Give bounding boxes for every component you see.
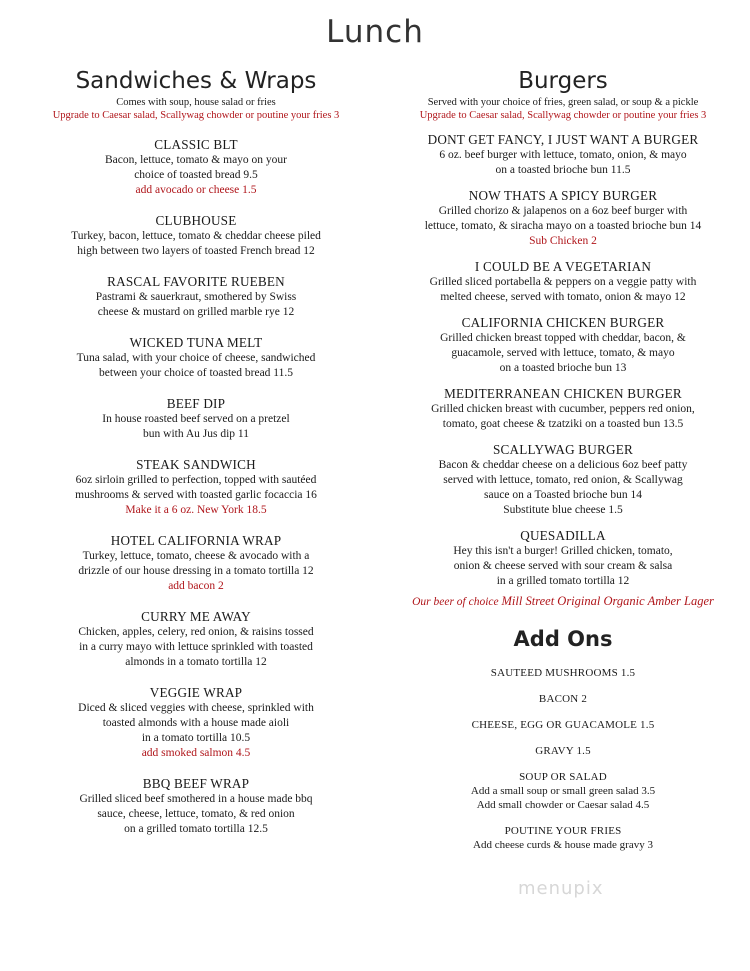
menu-item-description: In house roasted beef served on a pretzel	[102, 413, 290, 425]
menu-item	[386, 718, 740, 732]
menu-item	[386, 770, 740, 812]
menu-item-addon-option: add avocado or cheese 1.5	[135, 184, 257, 196]
menu-item-description: on a grilled tomato tortilla 12.5	[124, 823, 268, 835]
menu-item-name: HOTEL CALIFORNIA WRAP	[110, 533, 282, 548]
section-upgrade-note: Upgrade to Caesar salad, Scallywag chowder or poutine your fries 3	[419, 110, 707, 121]
menu-item-description: in a tomato tortilla 10.5	[141, 732, 251, 744]
menu-item-name: I COULD BE A VEGETARIAN	[474, 259, 652, 274]
menu-item	[386, 442, 740, 518]
menu-item	[386, 315, 740, 376]
addons-list	[386, 666, 740, 852]
menu-item	[16, 457, 376, 518]
menu-item-description: between your choice of toasted bread 11.5	[98, 367, 294, 379]
menu-item	[386, 386, 740, 432]
menu-item	[16, 609, 376, 670]
menu-item-description: Grilled sliced portabella & peppers on a veggie patty with	[429, 276, 697, 288]
menu-item-name: GRAVY 1.5	[535, 745, 591, 757]
beer-prefix: Our beer of choice	[412, 596, 499, 608]
menu-item-description: mushrooms & served with toasted garlic focaccia 16	[75, 489, 317, 501]
menu-item-name: POUTINE YOUR FRIES	[504, 825, 622, 837]
menu-item	[386, 824, 740, 852]
menu-item	[16, 685, 376, 761]
menu-item-description: Grilled chorizo & jalapenos on a 6oz beef burger with	[438, 205, 688, 217]
section-title-burgers: Burgers	[518, 68, 608, 94]
menu-item	[16, 213, 376, 259]
menu-item	[16, 137, 376, 198]
section-upgrade-note: Upgrade to Caesar salad, Scallywag chowder or poutine your fries 3	[52, 110, 340, 121]
menu-item-description: sauce on a Toasted brioche bun 14	[483, 489, 643, 501]
section-subtitle: Served with your choice of fries, green salad, or soup & a pickle	[427, 97, 699, 108]
menu-item-description: in a curry mayo with lettuce sprinkled with toasted	[79, 641, 313, 653]
menu-item-description: Turkey, lettuce, tomato, cheese & avocado with a	[82, 550, 310, 562]
menu-item-name: SOUP OR SALAD	[519, 771, 607, 783]
menu-item-name: DONT GET FANCY, I JUST WANT A BURGER	[427, 132, 699, 147]
menu-item-name: CHEESE, EGG OR GUACAMOLE 1.5	[471, 719, 655, 731]
menu-item-description: drizzle of our house dressing in a tomato tortilla 12	[78, 565, 314, 577]
menu-item-name: MEDITERRANEAN CHICKEN BURGER	[444, 386, 682, 401]
menu-item-description: sauce, cheese, lettuce, tomato, & red onion	[97, 808, 295, 820]
menu-item-description: almonds in a tomato tortilla 12	[125, 656, 267, 668]
section-title-addons: Add Ons	[513, 627, 613, 651]
menu-item-description: melted cheese, served with tomato, onion & mayo 12	[440, 291, 686, 303]
menu-item	[386, 188, 740, 249]
menu-item	[386, 132, 740, 178]
menu-item-description: lettuce, tomato, & siracha mayo on a toasted brioche bun 14	[424, 220, 702, 232]
menu-item-name: SCALLYWAG BURGER	[493, 442, 633, 457]
menu-item	[16, 776, 376, 837]
menu-item-description: Turkey, bacon, lettuce, tomato & cheddar cheese piled	[71, 230, 321, 242]
menu-item-description: toasted almonds with a house made aioli	[102, 717, 290, 729]
beer-of-choice	[386, 593, 740, 610]
menu-item-name: VEGGIE WRAP	[149, 685, 243, 700]
menu-item-description: on a toasted brioche bun 13	[499, 362, 627, 374]
menu-item-description: on a toasted brioche bun 11.5	[495, 164, 631, 176]
menu-item-description: Diced & sliced veggies with cheese, sprinkled with	[78, 702, 314, 714]
burgers-column	[386, 66, 740, 852]
menu-item-name: SAUTEED MUSHROOMS 1.5	[490, 667, 636, 679]
menu-item	[386, 744, 740, 758]
menu-item-name: BACON 2	[538, 693, 588, 705]
menu-item	[386, 692, 740, 706]
menu-item-description: Add small chowder or Caesar salad 4.5	[476, 799, 650, 811]
menu-item-description: guacamole, served with lettuce, tomato, & mayo	[451, 347, 675, 359]
menu-item-name: CALIFORNIA CHICKEN BURGER	[461, 315, 665, 330]
menu-item-description: 6 oz. beef burger with lettuce, tomato, onion, & mayo	[439, 149, 687, 161]
menu-item-description: Grilled chicken breast with cucumber, peppers red onion,	[431, 403, 695, 415]
menu-item-name: NOW THATS A SPICY BURGER	[468, 188, 658, 203]
menu-item	[386, 528, 740, 589]
menu-item-description: tomato, goat cheese & tzatziki on a toasted bun 13.5	[442, 418, 684, 430]
menu-item-description: 6oz sirloin grilled to perfection, topped with sautéed	[75, 474, 317, 486]
menu-item	[16, 274, 376, 320]
section-title-sandwiches: Sandwiches & Wraps	[75, 68, 317, 94]
menu-item-name: BEEF DIP	[166, 396, 226, 411]
menu-item	[16, 335, 376, 381]
menu-item-description: Grilled sliced beef smothered in a house made bbq	[79, 793, 313, 805]
menu-item-name: CURRY ME AWAY	[141, 609, 251, 624]
menu-item-description: Add a small soup or small green salad 3.5	[470, 785, 656, 797]
menu-item-name: BBQ BEEF WRAP	[142, 776, 250, 791]
menu-item-description: Pastrami & sauerkraut, smothered by Swiss	[95, 291, 297, 303]
menu-item-description: bun with Au Jus dip 11	[143, 428, 249, 440]
sandwich-list	[16, 137, 376, 837]
sandwiches-wraps-column	[16, 66, 376, 837]
menu-item-addon-option: Make it a 6 oz. New York 18.5	[125, 504, 267, 516]
menu-item-name: CLASSIC BLT	[154, 137, 238, 152]
watermark-text: menupix	[518, 878, 604, 899]
menu-item	[386, 666, 740, 680]
menu-item-description: served with lettuce, tomato, red onion, & Scallywag	[443, 474, 683, 486]
burger-list	[386, 132, 740, 589]
menu-item-name: CLUBHOUSE	[155, 213, 237, 228]
menu-item	[16, 533, 376, 594]
menu-item-description: Chicken, apples, celery, red onion, & raisins tossed	[78, 626, 314, 638]
menu-item-description: Add cheese curds & house made gravy 3	[473, 839, 653, 851]
section-subtitle: Comes with soup, house salad or fries	[116, 97, 276, 108]
beer-name: Mill Street Original Organic Amber Lager	[501, 594, 714, 608]
menu-item-description: Bacon, lettuce, tomato & mayo on your	[104, 154, 288, 166]
menu-item-description: Tuna salad, with your choice of cheese, sandwiched	[76, 352, 316, 364]
menu-item-description: onion & cheese served with sour cream & salsa	[453, 560, 673, 572]
menu-item-name: RASCAL FAVORITE RUEBEN	[107, 274, 285, 289]
menu-item-description: high between two layers of toasted French bread 12	[77, 245, 315, 257]
menu-item-description: Substitute blue cheese 1.5	[503, 504, 623, 516]
menu-item	[16, 396, 376, 442]
menu-item-name: QUESADILLA	[520, 528, 606, 543]
menu-item-name: WICKED TUNA MELT	[129, 335, 263, 350]
menu-item-addon-option: add smoked salmon 4.5	[141, 747, 251, 759]
menu-item-description: in a grilled tomato tortilla 12	[496, 575, 630, 587]
menu-item-name: STEAK SANDWICH	[136, 457, 256, 472]
menu-item-addon-option: add bacon 2	[168, 580, 224, 592]
menu-item	[386, 259, 740, 305]
menu-item-description: choice of toasted bread 9.5	[134, 169, 258, 181]
menu-item-addon-option: Sub Chicken 2	[529, 235, 597, 247]
page-title: Lunch	[326, 14, 424, 50]
menu-item-description: Bacon & cheddar cheese on a delicious 6oz beef patty	[438, 459, 688, 471]
menu-item-description: Hey this isn't a burger! Grilled chicken, tomato,	[453, 545, 673, 557]
menu-item-description: Grilled chicken breast topped with cheddar, bacon, &	[440, 332, 686, 344]
menu-item-description: cheese & mustard on grilled marble rye 12	[97, 306, 295, 318]
